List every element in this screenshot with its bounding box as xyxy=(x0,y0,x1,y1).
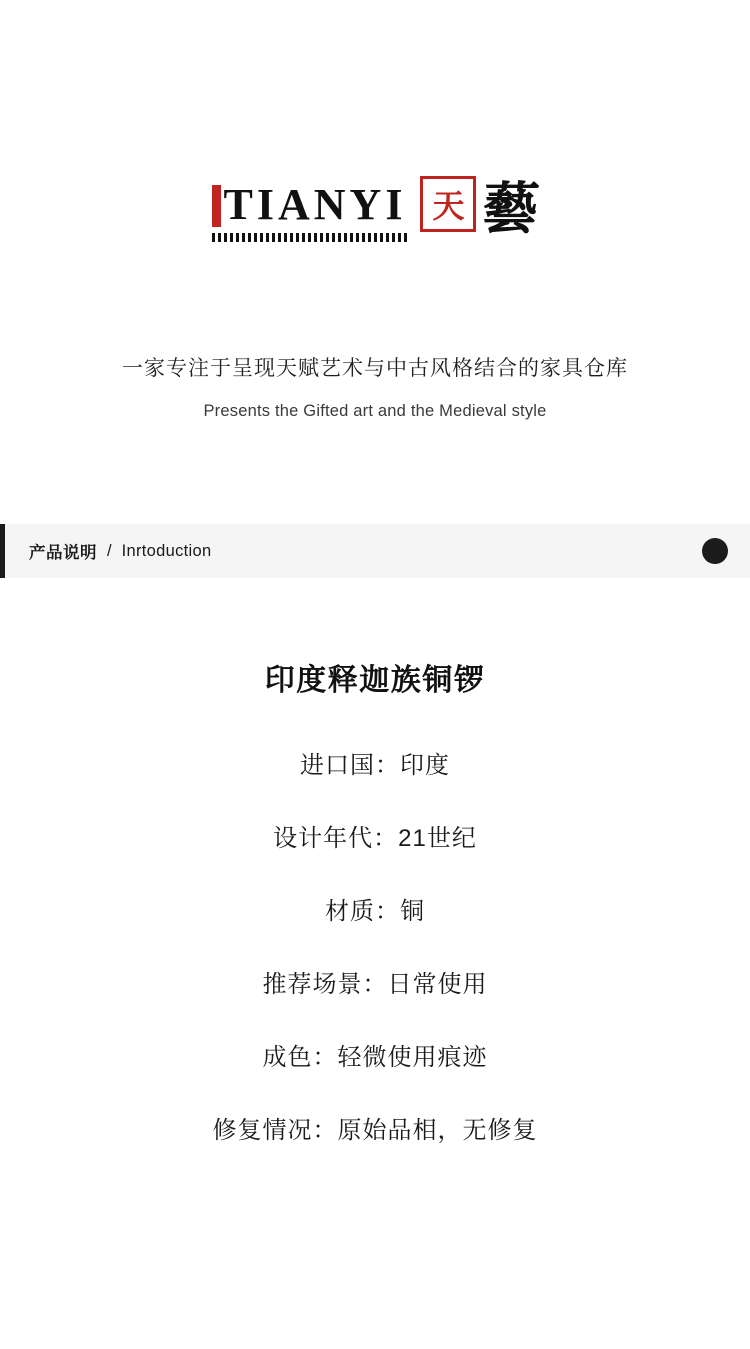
section-accent-bar-icon xyxy=(0,524,5,578)
spec-row: 材质：铜 xyxy=(325,898,425,925)
spec-row: 修复情况：原始品相，无修复 xyxy=(212,1117,538,1144)
tagline-chinese: 一家专注于呈现天赋艺术与中古风格结合的家具仓库 xyxy=(122,357,628,380)
logo-underline-icon xyxy=(212,233,409,242)
logo-brush-character: 藝 xyxy=(479,179,542,241)
product-spec-list xyxy=(0,655,750,1145)
brand-header xyxy=(0,0,750,421)
logo-wordmark-text: TIANYI xyxy=(223,180,407,229)
spec-row: 进口国：印度 xyxy=(300,752,450,779)
spec-row: 成色：轻微使用痕迹 xyxy=(262,1044,488,1071)
tagline-english: Presents the Gifted art and the Medieval style xyxy=(203,402,547,420)
section-title-english: Inrtoduction xyxy=(121,541,212,560)
circle-dot-icon xyxy=(702,538,728,564)
logo-seal-icon: 天 xyxy=(420,176,476,232)
logo-wordmark xyxy=(212,180,409,242)
section-title-chinese: 产品说明 xyxy=(29,544,97,562)
brand-logo xyxy=(212,150,542,242)
section-title-separator: / xyxy=(107,541,112,560)
section-header-bar xyxy=(0,524,750,578)
spec-row: 设计年代：21世纪 xyxy=(273,825,477,852)
product-title: 印度释迦族铜锣 xyxy=(264,664,486,697)
logo-accent-bar-icon xyxy=(212,185,221,227)
spec-row: 推荐场景：日常使用 xyxy=(262,971,488,998)
